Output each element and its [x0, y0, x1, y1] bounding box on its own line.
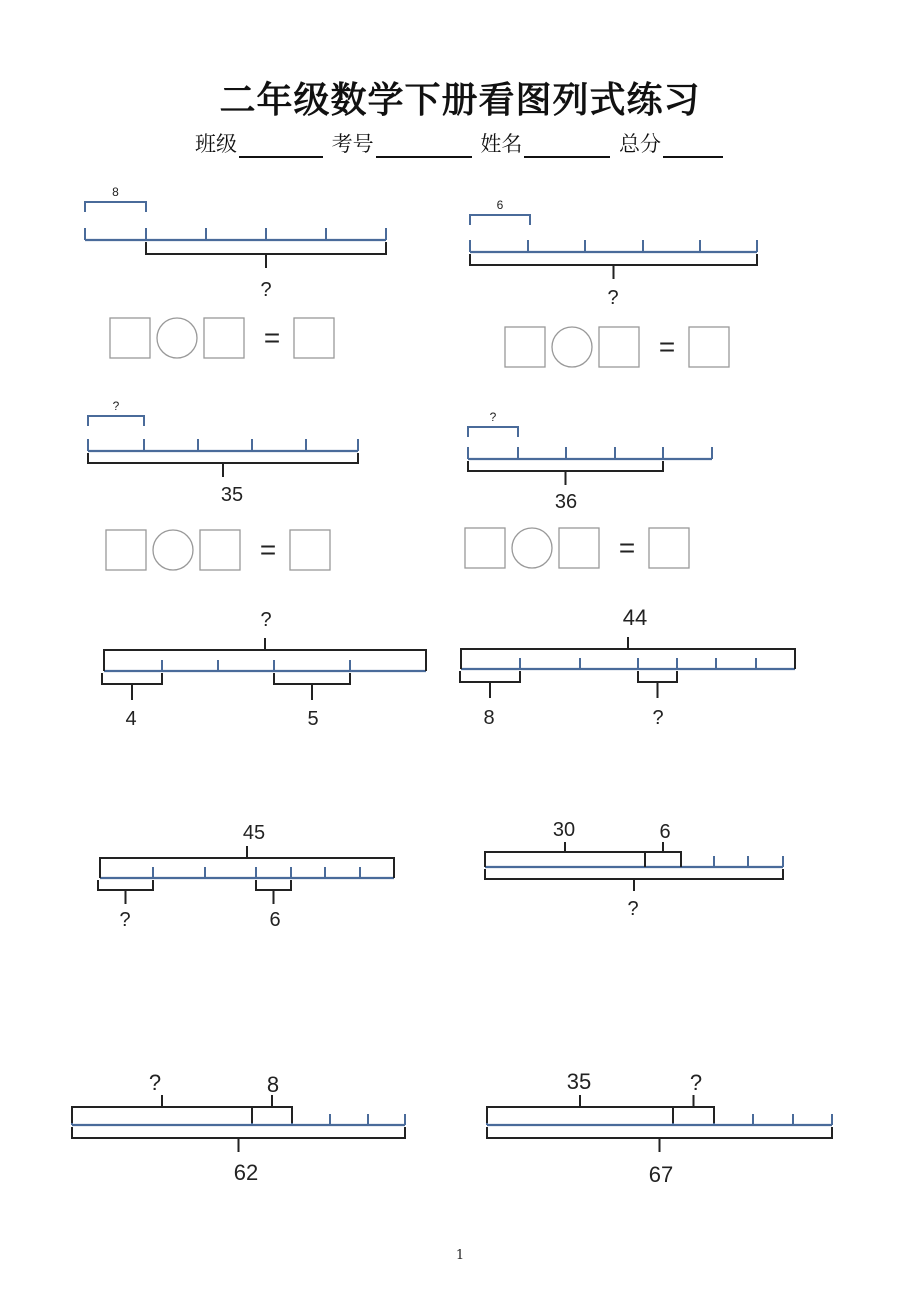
brace-above	[104, 650, 426, 671]
brace-above	[485, 852, 645, 867]
brace-above	[487, 1107, 673, 1123]
brace-above	[72, 1107, 252, 1123]
top-label: 45	[242, 822, 266, 844]
answer-box	[200, 530, 240, 570]
answer-box	[106, 530, 146, 570]
bottom-label: 62	[233, 1160, 259, 1185]
total-label: ?	[260, 279, 272, 301]
top-label: ?	[689, 1070, 703, 1095]
unit-bracket	[88, 416, 144, 426]
top-label: 8	[266, 1072, 280, 1097]
unit-label: 8	[112, 185, 119, 199]
exam-number-label: 考号	[331, 132, 374, 156]
answer-box	[204, 318, 244, 358]
brace-below	[72, 1127, 405, 1138]
score-label: 总分	[619, 132, 662, 156]
bottom-label: 5	[307, 708, 319, 730]
page-title: 二年级数学下册看图列式练习	[219, 80, 701, 121]
answer-box	[294, 318, 334, 358]
top-label: ?	[148, 1070, 162, 1095]
brace-below	[274, 673, 350, 684]
total-label: 35	[220, 484, 244, 506]
equals-sign: =	[263, 322, 281, 353]
brace-below	[102, 673, 162, 684]
brace-below	[487, 1127, 832, 1138]
operator-circle	[157, 318, 197, 358]
equals-sign: =	[259, 534, 277, 565]
top-label: 30	[552, 819, 576, 841]
top-label: ?	[260, 609, 272, 631]
equals-sign: =	[658, 331, 676, 362]
unit-bracket	[85, 202, 146, 212]
brace-above	[461, 649, 795, 669]
brace-below	[146, 242, 386, 254]
bottom-label: ?	[627, 898, 639, 920]
bottom-label: 4	[125, 708, 137, 730]
name-label: 姓名	[480, 132, 523, 156]
answer-box	[559, 528, 599, 568]
brace-below	[256, 880, 291, 890]
bottom-label: ?	[652, 707, 664, 729]
equals-sign: =	[618, 532, 636, 563]
brace-above	[252, 1107, 292, 1123]
answer-box	[110, 318, 150, 358]
unit-label: 6	[496, 198, 504, 212]
total-label: 36	[554, 491, 578, 513]
answer-box	[599, 327, 639, 367]
brace-below	[460, 671, 520, 682]
brace-below	[638, 671, 677, 682]
brace-below	[98, 880, 153, 890]
answer-box	[505, 327, 545, 367]
page-number: 1	[455, 1248, 465, 1263]
total-label: ?	[607, 287, 619, 309]
answer-box	[689, 327, 729, 367]
brace-above	[100, 858, 394, 878]
brace-below	[468, 461, 663, 471]
bottom-label: 6	[269, 909, 281, 931]
unit-label: ?	[489, 410, 497, 424]
brace-below	[485, 869, 783, 879]
unit-label: ?	[112, 399, 120, 413]
brace-below	[470, 254, 757, 265]
bottom-label: 67	[648, 1162, 674, 1187]
unit-bracket	[470, 215, 530, 225]
top-label: 35	[566, 1069, 592, 1094]
class-label: 班级	[194, 132, 237, 156]
top-label: 44	[622, 605, 648, 630]
answer-box	[290, 530, 330, 570]
unit-bracket	[468, 427, 518, 437]
operator-circle	[153, 530, 193, 570]
brace-above	[645, 852, 681, 867]
bottom-label: ?	[119, 909, 131, 931]
operator-circle	[552, 327, 592, 367]
bottom-label: 8	[483, 707, 495, 729]
brace-below	[88, 453, 358, 463]
answer-box	[649, 528, 689, 568]
answer-box	[465, 528, 505, 568]
top-label: 6	[659, 821, 671, 843]
brace-above	[673, 1107, 714, 1123]
operator-circle	[512, 528, 552, 568]
